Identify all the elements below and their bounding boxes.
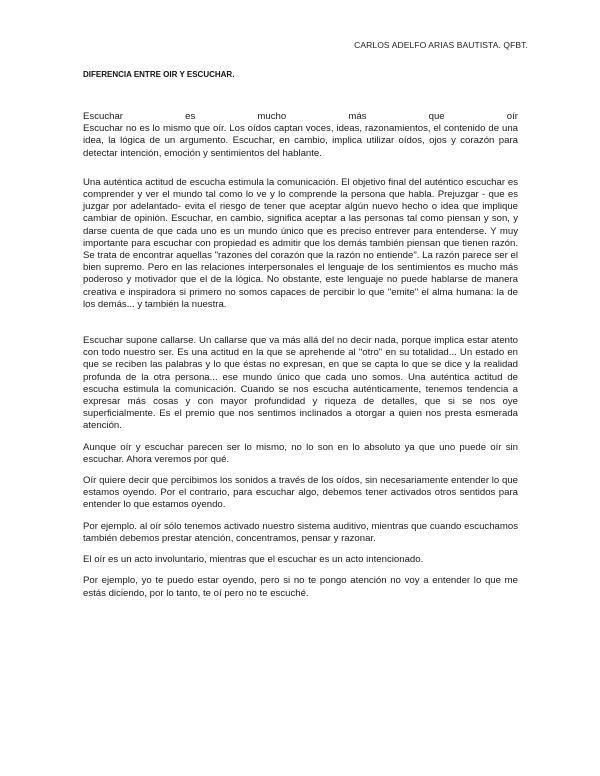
opening-word: oír <box>506 111 518 122</box>
paragraph: Por ejemplo. al oír sólo tenemos activado nuestro sistema auditivo, mientras que cuando escuchamos también debemos prestar atención, concentramos, pensar y razonar. <box>83 520 518 544</box>
paragraph: Por ejemplo, yo te puedo estar oyendo, pero si no te pongo atención no voy a entender lo que me estás diciendo, por lo tanto, te oí pero no te escuché. <box>83 575 518 599</box>
opening-word: más <box>348 111 367 122</box>
opening-word: que <box>428 111 445 122</box>
document-title: DIFERENCIA ENTRE OIR Y ESCUCHAR. <box>83 70 235 79</box>
document-body <box>83 111 518 600</box>
opening-line <box>83 111 518 123</box>
paragraph: El oír es un acto involuntario, mientras que el escuchar es un acto intencionado. <box>83 554 424 566</box>
paragraph: Una auténtica actitud de escucha estimula la comunicación. El objetivo final del auténtico escuchar es comprender y ver el mundo tal como lo ve y lo comprende la persona que habla. Prejuzgar - que es juzgar por adelantado- evita el riesgo de tener que aceptar algún nuevo hecho o idea que implique cambiar de opinión. Escuchar, en cambio, significa aceptar a las personas tal como piensan y son, y darse cuenta de que cada uno es un mundo único que es preciso entrever para entenderse. Y muy importante para escuchar con propiedad es admitir que los demás también piensan que tienen razón. Se trata de encontrar aquellas "razones del corazón que la razón no entiende". La razón parece ser el bien supremo. Pero en las relaciones interpersonales el lenguaje de los sentimientos es mucho más poderoso y motivador que el de la lógica. No obstante, este lenguaje no puede hablarse de manera creativa e inspiradora si primero no somos capaces de percibir lo que "emite" el alma humana: la de los demás... y también la nuestra. <box>83 176 518 310</box>
paragraph: Oír quiere decir que percibimos los sonidos a través de los oídos, sin necesariamente entender lo que estamos oyendo. Por el contrario, para escuchar algo, debemos tener activados otros sentidos para entender lo que estamos oyendo. <box>83 475 518 511</box>
opening-word: es <box>185 111 196 122</box>
paragraph: Escuchar no es lo mismo que oír. Los oídos captan voces, ideas, razonamientos, el contenido de una idea, la lógica de un argumento. Escuchar, en cambio, implica utilizar oídos, ojos y corazón para detectar intención, emoción y sentimientos del hablante. <box>83 123 518 159</box>
opening-word: mucho <box>257 111 287 122</box>
opening-word: Escuchar <box>83 111 123 122</box>
paragraph: Escuchar supone callarse. Un callarse que va más allá del no decir nada, porque implica estar atento con todo nuestro ser. Es una actitud en la que se aprehende al "otro" en su totalidad... Un estado en que se reciben las palabras y lo que éstas no expresan, en que se capta lo que se dice y la realidad profunda de la otra persona... ese mundo único que cada uno somos. Una auténtica actitud de escucha estimula la comunicación. Cuando se nos escucha auténticamente, tenemos tendencia a expresar más cosas y con mayor profundidad y riqueza de detalles, que si se nos oye superficialmente. Es el premio que nos sentimos inclinados a otorgar a quien nos presta esmerada atención. <box>83 335 518 432</box>
header-author: CARLOS ADELFO ARIAS BAUTISTA. QFBT. <box>354 40 528 50</box>
paragraph: Aunque oír y escuchar parecen ser lo mismo, no lo son en lo absoluto ya que uno puede oír sin escuchar. Ahora veremos por qué. <box>83 441 518 465</box>
